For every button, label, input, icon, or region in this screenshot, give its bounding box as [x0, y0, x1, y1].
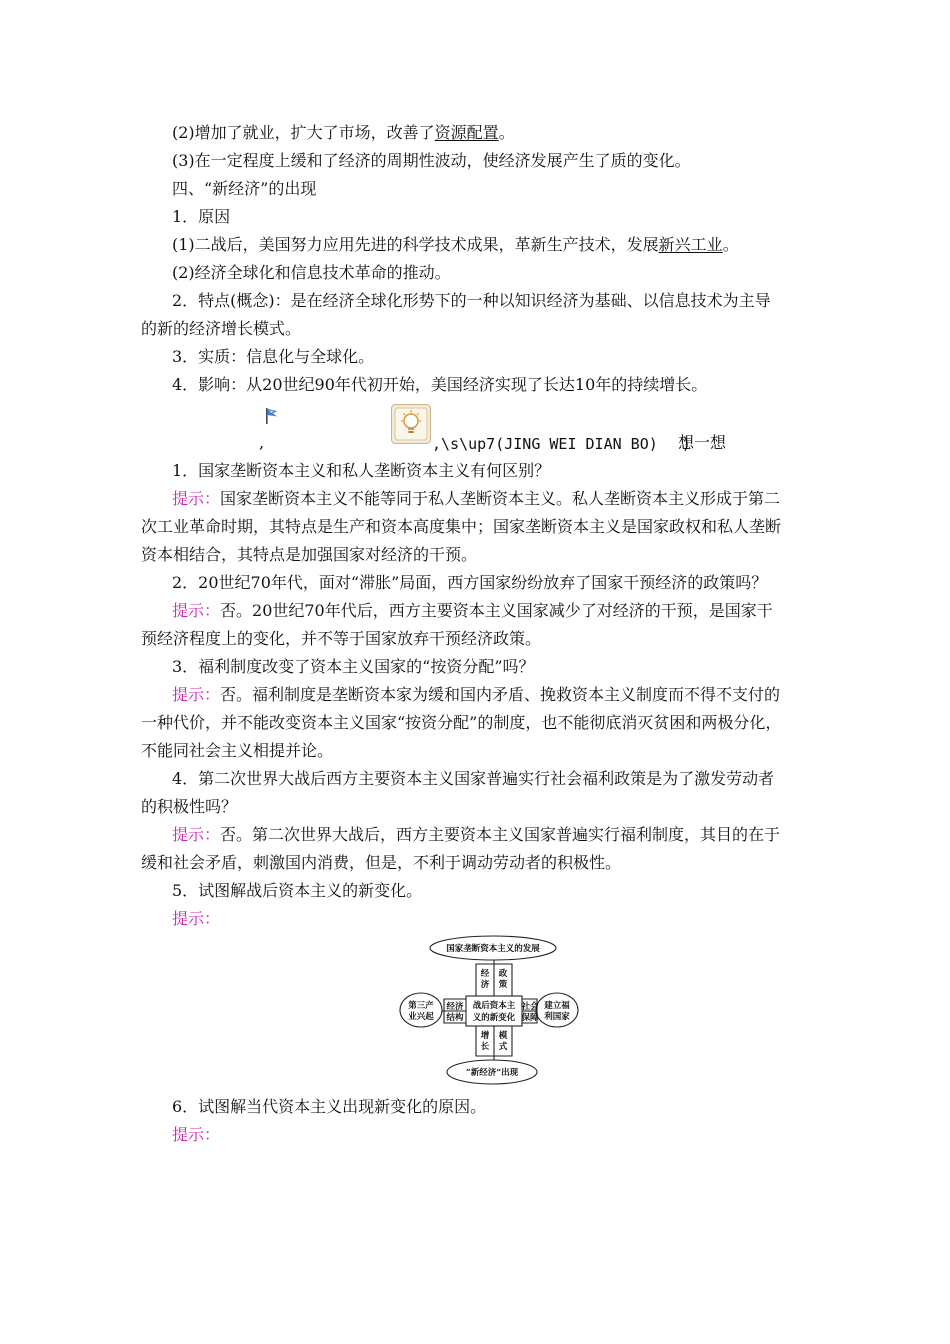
- diagram-right-label-2: 利国家: [544, 1012, 570, 1022]
- question-2: 2．20世纪70年代，面对“滞胀”局面，西方国家纷纷放弃了国家干预经济的政策吗？: [172, 573, 768, 592]
- text-line-1: (2)增加了就业，扩大了市场，改善了资源配置。: [172, 123, 515, 142]
- underlined-term-emerging-industry: 新兴工业: [658, 235, 723, 254]
- text-line-2: (3)在一定程度上缓和了经济的周期性波动，使经济发展产生了质的变化。: [172, 151, 691, 170]
- diagram-top-label: 国家垄断资本主义的发展: [446, 944, 540, 954]
- diagram-left-label-1: 第三产: [408, 1001, 434, 1011]
- diagram-down-b1: 模: [498, 1031, 508, 1041]
- answer-3-line-3: 不能同社会主义相提并论。: [141, 741, 334, 760]
- diagram-left-link-1: 经济: [446, 1002, 464, 1012]
- diagram-up-a1: 经: [480, 969, 490, 979]
- question-5: 5．试图解战后资本主义的新变化。: [172, 881, 423, 900]
- question-4-line-2: 的积极性吗？: [141, 797, 238, 816]
- text-line-10: 4．影响：从20世纪90年代初开始，美国经济实现了长达10年的持续增长。: [172, 375, 708, 394]
- hint-label-5: 提示：: [172, 909, 221, 928]
- question-6: 6．试图解当代资本主义出现新变化的原因。: [172, 1097, 487, 1116]
- diagram-left-link-2: 结构: [446, 1013, 464, 1023]
- question-3: 3．福利制度改变了资本主义国家的“按资分配”吗？: [172, 657, 535, 676]
- answer-4-line-1: 提示：否。第二次世界大战后，西方主要资本主义国家普遍实行福利制度，其目的在于: [172, 825, 781, 844]
- banner-comma: ,: [259, 433, 265, 452]
- diagram-down-b2: 式: [498, 1042, 508, 1052]
- underlined-term-resource-allocation: 资源配置: [434, 123, 499, 142]
- diagram-right-link-2: 保障: [521, 1013, 539, 1023]
- text-line-9: 3．实质：信息化与全球化。: [172, 347, 375, 366]
- postwar-capitalism-diagram: [398, 934, 584, 1086]
- lightbulb-icon: [391, 404, 431, 444]
- hint-label: 提示：: [172, 825, 221, 844]
- diagram-center-label-2: 义的新变化: [472, 1013, 516, 1023]
- flag-icon: [264, 407, 282, 425]
- diagram-right-label-1: 建立福: [544, 1001, 570, 1011]
- question-1: 1．国家垄断资本主义和私人垄断资本主义有何区别？: [172, 461, 551, 480]
- answer-2-line-2: 预经济程度上的变化，并不等于国家放弃干预经济政策。: [141, 629, 542, 648]
- banner-code-text: ,\s\up7(JING WEI DIAN BO) ): [432, 435, 691, 453]
- hint-label-6: 提示：: [172, 1125, 221, 1144]
- diagram-center-label-1: 战后资本主: [472, 1001, 516, 1011]
- answer-2-line-1: 提示：否。20世纪70年代后，西方主要资本主义国家减少了对经济的干预，是国家干: [172, 601, 773, 620]
- text-line-6: (2)经济全球化和信息技术革命的推动。: [172, 263, 451, 282]
- answer-3-line-2: 一种代价，并不能改变资本主义国家“按资分配”的制度，也不能彻底消灭贫困和两极分化，: [141, 713, 782, 732]
- text-line-5: (1)二战后，美国努力应用先进的科学技术成果，革新生产技术，发展新兴工业。: [172, 235, 739, 254]
- question-4-line-1: 4．第二次世界大战后西方主要资本主义国家普遍实行社会福利政策是为了激发劳动者: [172, 769, 775, 788]
- hint-label: 提示：: [172, 685, 221, 704]
- banner-title-think: 想一想: [678, 433, 727, 452]
- answer-1-line-1: 提示：国家垄断资本主义不能等同于私人垄断资本主义。私人垄断资本主义形成于第二: [172, 489, 781, 508]
- diagram-bottom-label: “新经济”出现: [465, 1068, 519, 1078]
- diagram-up-b2: 策: [498, 980, 508, 990]
- diagram-up-b1: 政: [498, 969, 508, 979]
- answer-4-line-2: 缓和社会矛盾，刺激国内消费，但是，不利于调动劳动者的积极性。: [141, 853, 622, 872]
- section-heading-new-economy: 四、“新经济”的出现: [172, 179, 317, 198]
- diagram-right-link-1: 社会: [521, 1002, 539, 1012]
- diagram-down-a2: 长: [480, 1042, 490, 1052]
- answer-3-line-1: 提示：否。福利制度是垄断资本家为缓和国内矛盾、挽救资本主义制度而不得不支付的: [172, 685, 781, 704]
- text-line-8: 的新的经济增长模式。: [141, 319, 302, 338]
- answer-1-line-3: 资本相结合，其特点是加强国家对经济的干预。: [141, 545, 478, 564]
- diagram-up-a2: 济: [480, 980, 490, 990]
- hint-label: 提示：: [172, 489, 221, 508]
- diagram-down-a1: 增: [480, 1031, 490, 1041]
- hint-label: 提示：: [172, 601, 221, 620]
- answer-1-line-2: 次工业革命时期，其特点是生产和资本高度集中；国家垄断资本主义是国家政权和私人垄断: [141, 517, 782, 536]
- subheading-causes: 1．原因: [172, 207, 231, 226]
- diagram-left-label-2: 业兴起: [408, 1012, 434, 1022]
- text-line-7: 2．特点(概念)：是在经济全球化形势下的一种以知识经济为基础、以信息技术为主导: [172, 291, 771, 310]
